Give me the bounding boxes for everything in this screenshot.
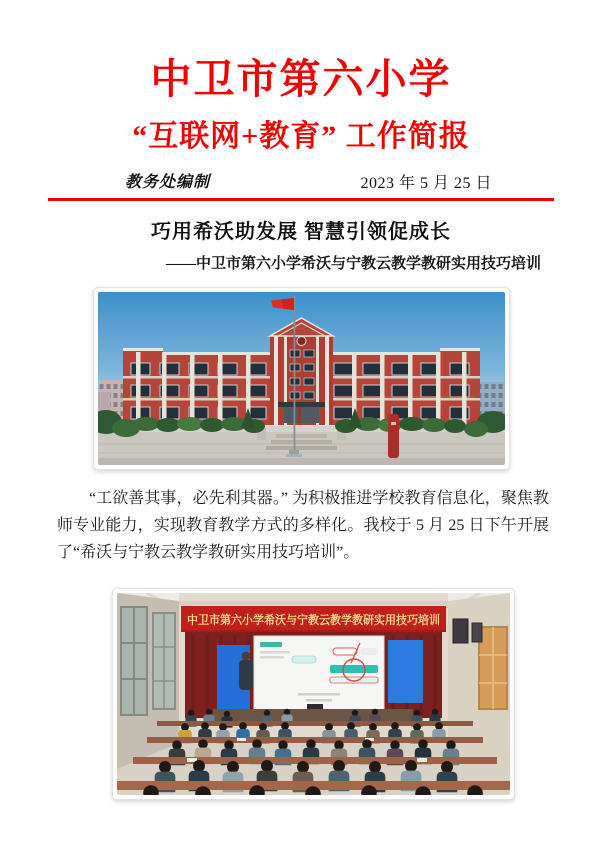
building-photo [98, 292, 505, 465]
training-photo [117, 593, 510, 795]
training-photo-frame [112, 588, 515, 800]
bulletin-title: “互联网+教育” 工作简报 [132, 120, 470, 153]
article-body: “工欲善其事，必先利其器。” 为积极推进学校教育信息化，聚焦教师专业能力，实现教育教学方式的多样化。我校于 5 月 25 日下午开展了“希沃与宁教云教学教研实用技巧培训”。 [57, 490, 549, 561]
masthead-divider-rule [48, 198, 554, 201]
building-photo-frame [93, 287, 510, 470]
article-subtitle: ——中卫市第六小学希沃与宁教云教学教研实用技巧培训 [165, 256, 541, 272]
audience [117, 709, 510, 795]
date-label: 2023 年 5 月 25 日 [360, 175, 492, 192]
training-banner-text: 中卫市第六小学希沃与宁教云教学教研实用技巧培训 [187, 613, 464, 627]
issuer-label: 教务处编制 [125, 174, 211, 191]
article-title: 巧用希沃助发展 智慧引领促成长 [151, 221, 451, 243]
school-name: 中卫市第六小学 [150, 56, 452, 102]
byline [0, 169, 602, 193]
